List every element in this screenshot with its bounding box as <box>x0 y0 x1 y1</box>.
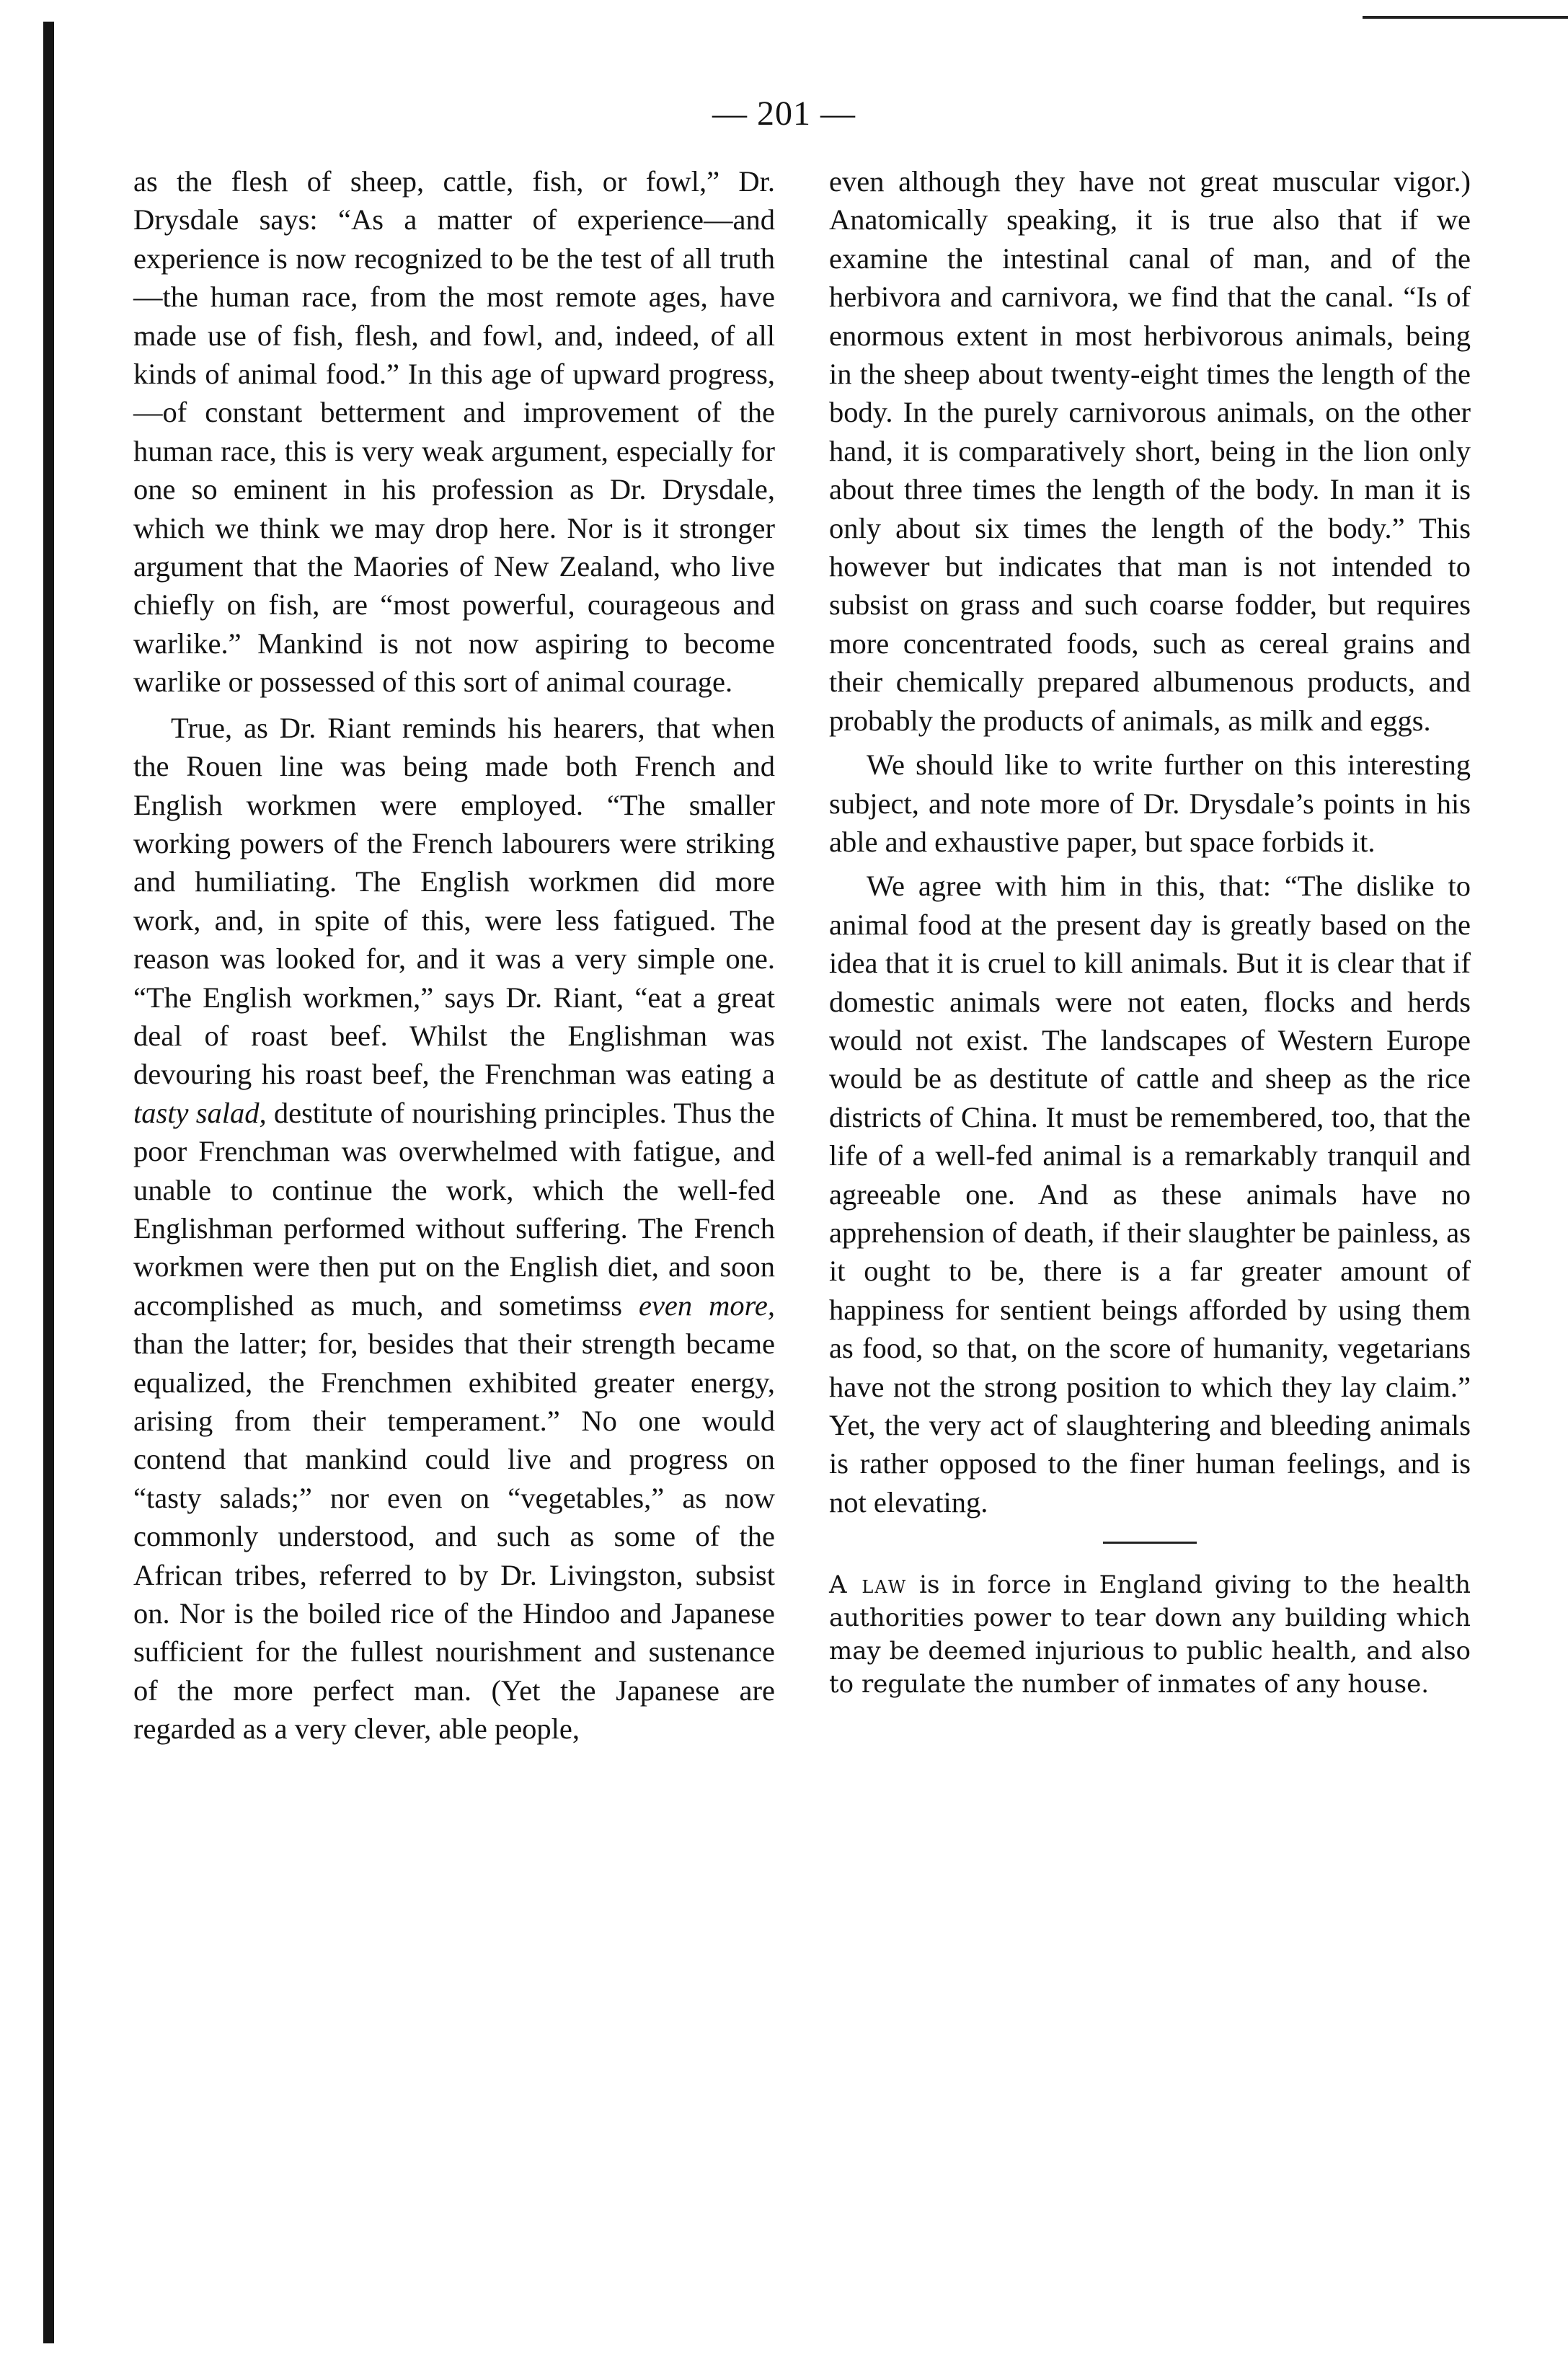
right-paragraph-2: We should like to write further on this interesting subject, and note more of Dr. Drysdale’s points in his able and exhaustive paper, but space forbids it. <box>829 748 1471 858</box>
law-notice <box>829 1568 1471 1701</box>
right-paragraph-1: even although they have not great muscular vigor.) Anatomically speaking, it is true also that if we examine the intestinal canal of man, and of the herbivora and carnivora, we find that the canal. “Is of enormous extent in most herbivorous animals, being in the sheep about twenty-eight times the length of the body. In the purely carnivorous animals, on the other hand, it is comparatively short, being in the lion only about three times the length of the body. In man it is only about six times the length of the body.” This however but indicates that man is not intended to subsist on grass and such coarse fodder, but requires more concentrated foods, such as cereal grains and their chemically prepared albumenous products, and probably the products of animals, as milk and eggs. <box>829 165 1471 737</box>
left-paragraph-2-text-b: destitute of nourishing principles. Thus the poor Frenchman was overwhelmed with fatigue, and unable to continue the work, which the well-fed Englishman performed without suffering. The French workmen were then put on the English diet, and soon accomplished as much, and sometimss <box>133 1096 775 1322</box>
right-paragraph-3: We agree with him in this, that: “The dislike to animal food at the present day is greatly based on the idea that it is cruel to kill animals. But it is clear that if domestic animals were not eaten, flocks and herds would not exist. The landscapes of Western Europe would be as destitute of cattle and sheep as the rice districts of China. It must be remembered, too, that the life of a well-fed animal is a remarkably tranquil and agreeable one. And as these animals have no apprehension of death, if their slaughter be painless, as it ought to be, there is a far greater amount of happiness for sentient beings afforded by using them as food, so that, on the score of humanity, vegetarians have not the strong position to which they lay claim.” Yet, the very act of slaughtering and bleeding animals is rather opposed to the finer human feelings, and is not elevating. <box>829 870 1471 1519</box>
section-divider <box>1103 1542 1197 1544</box>
right-column <box>829 162 1471 1701</box>
law-notice-lead: A law <box>829 1570 908 1600</box>
top-edge-rule <box>1363 16 1568 19</box>
law-notice-body: is in force in England giving to the health authorities power to tear down any building which may be deemed injurious to public health, and also to regulate the number of inmates of any house. <box>829 1570 1471 1699</box>
italic-tasty-salad: tasty salad, <box>133 1096 267 1129</box>
left-paragraph-1 <box>133 162 775 702</box>
page-number: — 201 — <box>712 94 856 133</box>
left-paragraph-2 <box>133 709 775 1749</box>
left-paragraph-2-text-c: than the latter; for, besides that their strength became equalized, the Frenchmen exhibited greater energy, arising from their temperament.” No one would contend that mankind could live and progress on “tasty salads;” nor even on “vegetables,” as now commonly understood, and such as some of the African tribes, referred to by Dr. Livingston, subsist on. Nor is the boiled rice of the Hindoo and Japanese sufficient for the fullest nourishment and sustenance of the more perfect man. (Yet the Japanese are regarded as a very clever, able people, <box>133 1327 775 1746</box>
left-column <box>133 162 775 1749</box>
italic-even-more: even more, <box>638 1288 775 1322</box>
left-paragraph-1-text: as the flesh of sheep, cattle, fish, or fowl,” Dr. Drysdale says: “As a matter of experience—and experience is now recognized to be the test of all truth—the human race, from the most remote ages, have made use of fish, flesh, and fowl, and, indeed, of all kinds of animal food.” In this age of upward progress,—of constant betterment and improvement of the human race, this is very weak argument, especially for one so eminent in his profession as Dr. Drysdale, which we think we may drop here. Nor is it stronger argument that the Maories of New Zealand, who live chiefly on fish, are “most powerful, courageous and warlike.” Mankind is not now aspiring to become warlike or possessed of this sort of animal courage. <box>133 165 775 699</box>
page-binding-edge <box>43 22 54 2343</box>
left-paragraph-2-text-a: True, as Dr. Riant reminds his hearers, that when the Rouen line was being made both French and English workmen were employed. “The smaller working powers of the French labourers were striking and humiliating. The English workmen did more work, and, in spite of this, were less fatigued. The reason was looked for, and it was a very simple one. “The English workmen,” says Dr. Riant, “eat a great deal of roast beef. Whilst the Englishman was devouring his roast beef, the Frenchman was eating a <box>133 711 775 1091</box>
